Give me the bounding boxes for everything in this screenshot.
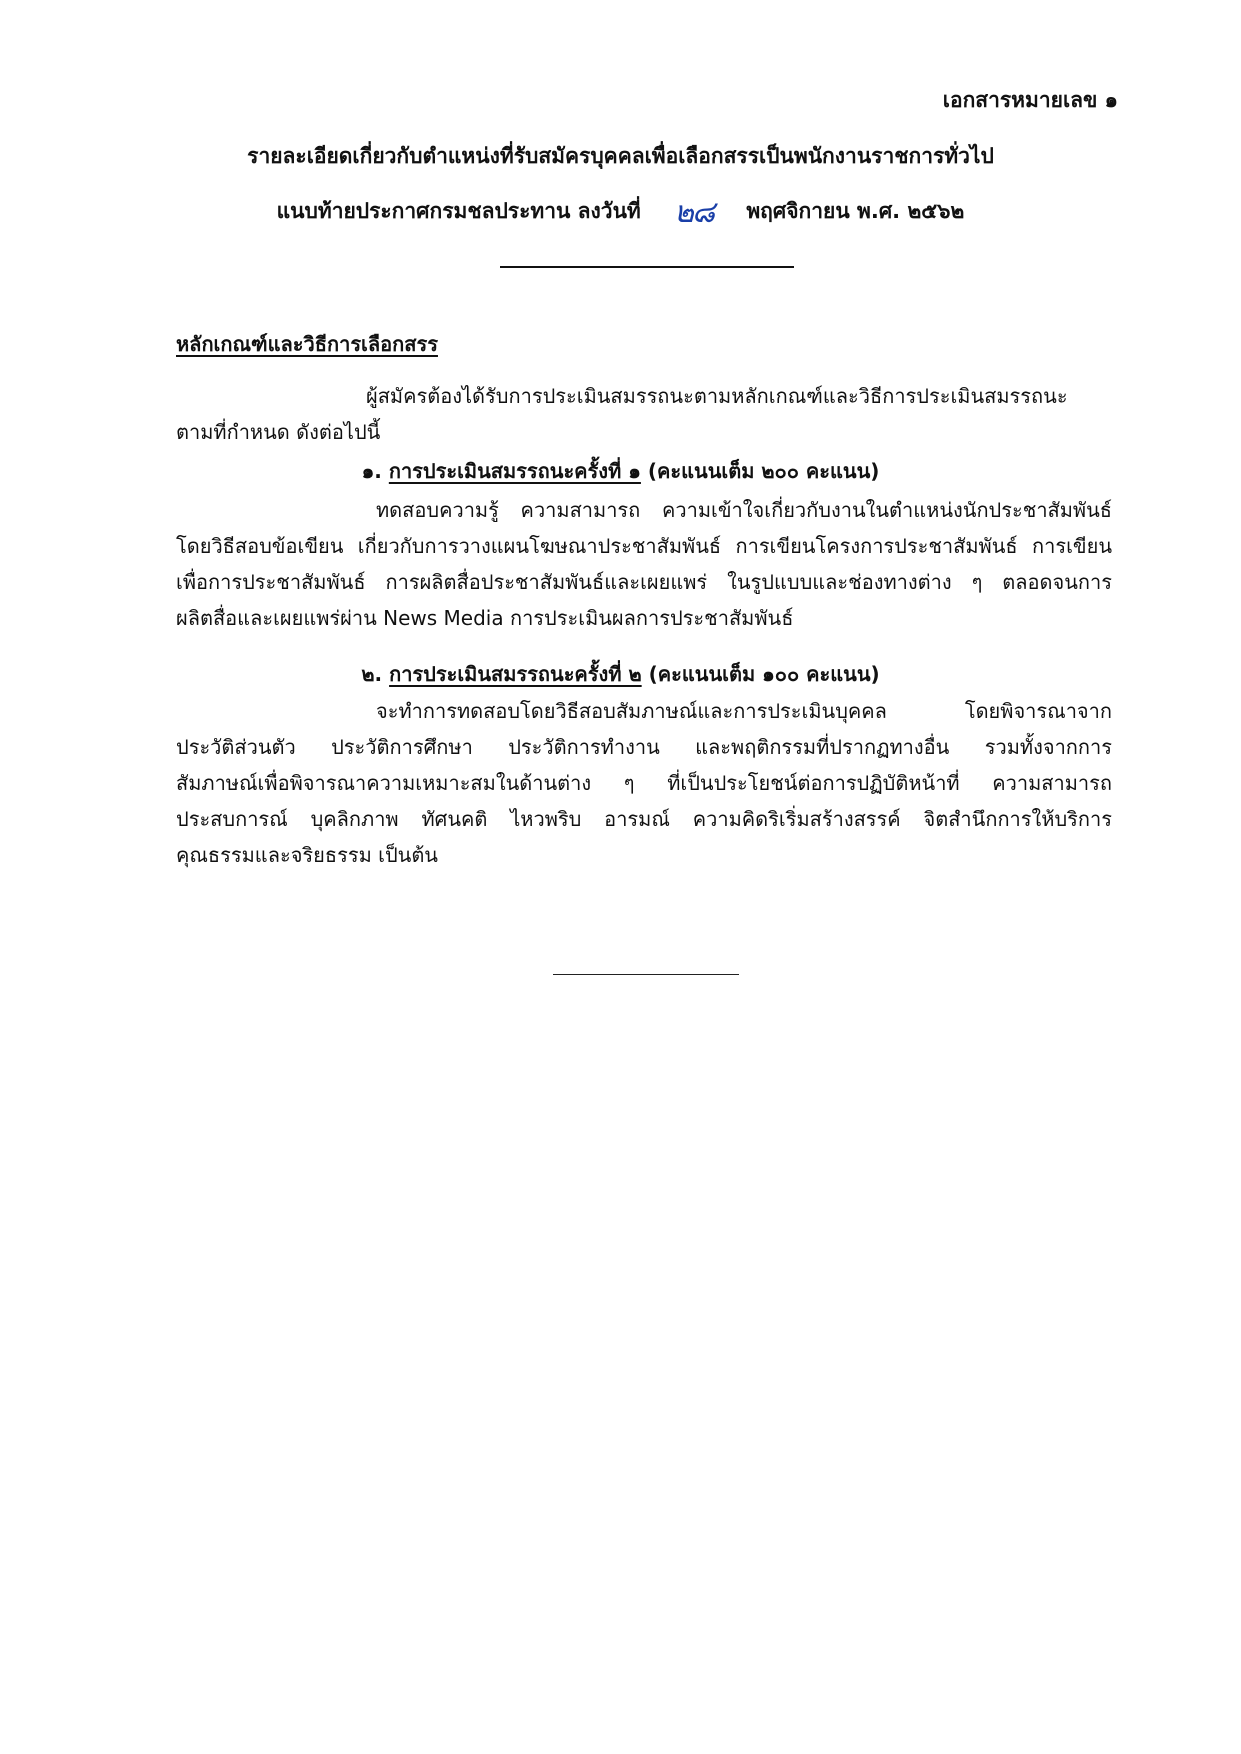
intro-paragraph (176, 378, 1112, 450)
item-1-paragraph (176, 492, 1112, 636)
title-date-suffix: พฤศจิกายน พ.ศ. ๒๕๖๒ (746, 199, 965, 223)
section-heading: หลักเกณฑ์และวิธีการเลือกสรร (176, 332, 438, 356)
item-2-paragraph (176, 693, 1112, 873)
document-title-line-1: รายละเอียดเกี่ยวกับตำแหน่งที่รับสมัครบุคคลเพื่อเลือกสรรเป็นพนักงานราชการทั่วไป (247, 144, 994, 168)
item-2-title: การประเมินสมรรถนะครั้งที่ ๒ (389, 662, 642, 686)
end-divider (553, 974, 739, 975)
item-2-heading (0, 658, 1241, 690)
document-title-line-2 (0, 189, 1241, 236)
item-1-score: (คะแนนเต็ม ๒๐๐ คะแนน) (647, 459, 880, 483)
item-1-number: ๑. (361, 459, 382, 483)
paragraph-line: คุณธรรมและจริยธรรม เป็นต้น (176, 843, 438, 867)
title-divider (500, 266, 794, 268)
paragraph-line: เพื่อการประชาสัมพันธ์ การผลิตสื่อประชาสัมพันธ์และเผยแพร่ ในรูปแบบและช่องทางต่าง ๆ ตลอดจนการ (176, 570, 1112, 594)
paragraph-line: ประวัติส่วนตัว ประวัติการศึกษา ประวัติการทำงาน และพฤติกรรมที่ปรากฏทางอื่น รวมทั้งจากการ (176, 735, 1112, 759)
item-1-title: การประเมินสมรรถนะครั้งที่ ๑ (388, 459, 641, 483)
title-date-prefix: แนบท้ายประกาศกรมชลประทาน ลงวันที่ (276, 199, 641, 223)
item-2-score: (คะแนนเต็ม ๑๐๐ คะแนน) (648, 662, 880, 686)
paragraph-line: ผลิตสื่อและเผยแพร่ผ่าน News Media การประเมินผลการประชาสัมพันธ์ (176, 606, 794, 630)
item-2-number: ๒. (361, 662, 383, 686)
paragraph-line: สัมภาษณ์เพื่อพิจารณาความเหมาะสมในด้านต่าง ๆ ที่เป็นประโยชน์ต่อการปฏิบัติหน้าที่ ความสามารถ (176, 771, 1112, 795)
paragraph-line: จะทำการทดสอบโดยวิธีสอบสัมภาษณ์และการประเมินบุคคล โดยพิจารณาจาก (376, 699, 1112, 723)
intro-line: ผู้สมัครต้องได้รับการประเมินสมรรถนะตามหลักเกณฑ์และวิธีการประเมินสมรรถนะ (366, 384, 1068, 408)
paragraph-line: ประสบการณ์ บุคลิกภาพ ทัศนคติ ไหวพริบ อารมณ์ ความคิดริเริ่มสร้างสรรค์ จิตสำนึกการให้บริการ (176, 807, 1112, 831)
paragraph-line: โดยวิธีสอบข้อเขียน เกี่ยวกับการวางแผนโฆษณาประชาสัมพันธ์ การเขียนโครงการประชาสัมพันธ์ การเขียน (176, 534, 1112, 558)
handwritten-day: ๒๘ (674, 195, 714, 230)
paragraph-line: ทดสอบความรู้ ความสามารถ ความเข้าใจเกี่ยวกับงานในตำแหน่งนักประชาสัมพันธ์ (376, 498, 1112, 522)
item-1-heading (0, 455, 1241, 487)
intro-line: ตามที่กำหนด ดังต่อไปนี้ (176, 420, 381, 444)
document-number: เอกสารหมายเลข ๑ (942, 88, 1118, 112)
